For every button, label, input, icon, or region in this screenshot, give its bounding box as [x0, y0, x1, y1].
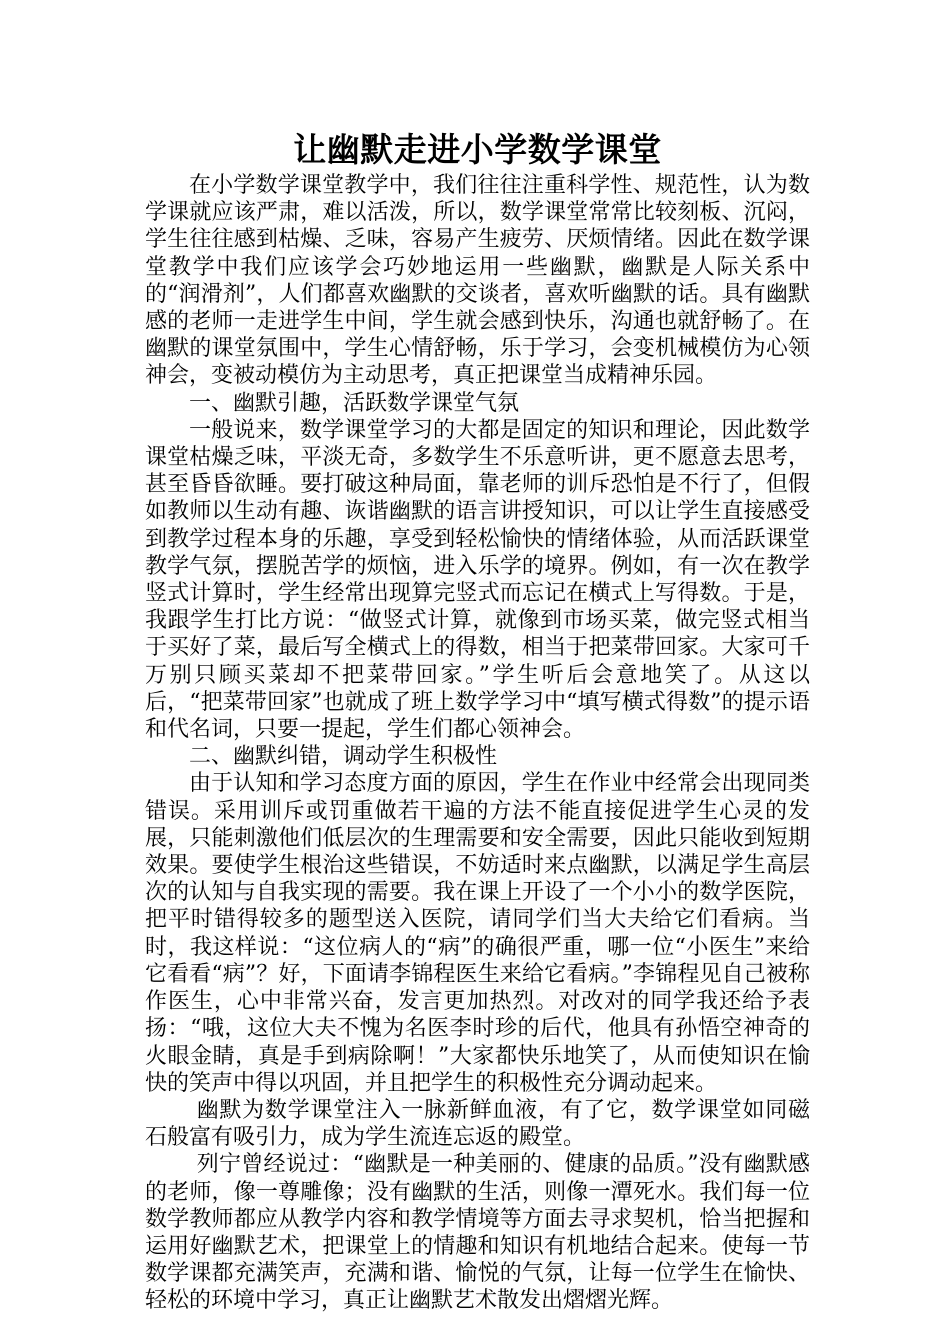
document-page: [145, 128, 810, 1315]
section-1-heading: 一、幽默引趣，活跃数学课堂气氛: [189, 390, 520, 416]
closing-paragraph-2: 列宁曾经说过：“幽默是一种美丽的、健康的品质。”没有幽默感的老师，像一尊雕像；没有幽默的生活，则像一潭死水。我们每一位数学教师都应从教学内容和教学情境等方面去寻求契机，恰当把握和运用好幽默艺术，把课堂上的情趣和知识有机地结合起来。使每一节数学课都充满笑声，充满和谐、愉悦的气氛，让每一位学生在愉快、轻松的环境中学习，真正让幽默艺术散发出熠熠光辉。: [145, 1152, 810, 1314]
intro-paragraph: 在小学数学课堂教学中，我们往往注重科学性、规范性，认为数学课就应该严肃，难以活泼，所以，数学课堂常常比较刻板、沉闷，学生往往感到枯燥、乏味，容易产生疲劳、厌烦情绪。因此在数学课堂教学中我们应该学会巧妙地运用一些幽默，幽默是人际关系中的“润滑剂”，人们都喜欢幽默的交谈者，喜欢听幽默的话。具有幽默感的老师一走进学生中间，学生就会感到快乐，沟通也就舒畅了。在幽默的课堂氛围中，学生心情舒畅，乐于学习，会变机械模仿为心领神会，变被动模仿为主动思考，真正把课堂当成精神乐园。: [145, 173, 810, 389]
section-1-paragraph: 一般说来，数学课堂学习的大都是固定的知识和理论，因此数学课堂枯燥乏味，平淡无奇，多数学生不乐意听讲，更不愿意去思考，甚至昏昏欲睡。要打破这种局面，靠老师的训斥恐怕是不行了，但假如教师以生动有趣、诙谐幽默的语言讲授知识，可以让学生直接感受到教学过程本身的乐趣，享受到轻松愉快的情绪体验，从而活跃课堂教学气氛，摆脱苦学的烦恼，进入乐学的境界。例如，有一次在教学竖式计算时，学生经常出现算完竖式而忘记在横式上写得数。于是，我跟学生打比方说：“做竖式计算，就像到市场买菜，做完竖式相当于买好了菜，最后写全横式上的得数，相当于把菜带回家。大家可千万别只顾买菜却不把菜带回家。”学生听后会意地笑了。从这以后，“把菜带回家”也就成了班上数学学习中“填写横式得数”的提示语和代名词，只要一提起，学生们都心领神会。: [145, 417, 810, 743]
section-2-heading: 二、幽默纠错，调动学生积极性: [189, 744, 498, 770]
document-title: 让幽默走进小学数学课堂: [293, 130, 662, 169]
section-2-paragraph: 由于认知和学习态度方面的原因，学生在作业中经常会出现同类错误。采用训斥或罚重做若干遍的方法不能直接促进学生心灵的发展，只能刺激他们低层次的生理需要和安全需要，因此只能收到短期效果。要使学生根治这些错误，不妨适时来点幽默，以满足学生高层次的认知与自我实现的需要。我在课上开设了一个小小的数学医院，把平时错得较多的题型送入医院，请同学们当大夫给它们看病。当时，我这样说：“这位病人的“病”的确很严重，哪一位“小医生”来给它看看“病”？好，下面请李锦程医生来给它看病。”李锦程见自己被称作医生，心中非常兴奋，发言更加热烈。对改对的同学我还给予表扬：“哦，这位大夫不愧为名医李时珍的后代，他具有孙悟空神奇的火眼金睛，真是手到病除啊！”大家都快乐地笑了，从而使知识在愉快的笑声中得以巩固，并且把学生的积极性充分调动起来。: [145, 771, 810, 1096]
closing-paragraph-1: 幽默为数学课堂注入一脉新鲜血液，有了它，数学课堂如同磁石般富有吸引力，成为学生流连忘返的殿堂。: [145, 1097, 810, 1151]
